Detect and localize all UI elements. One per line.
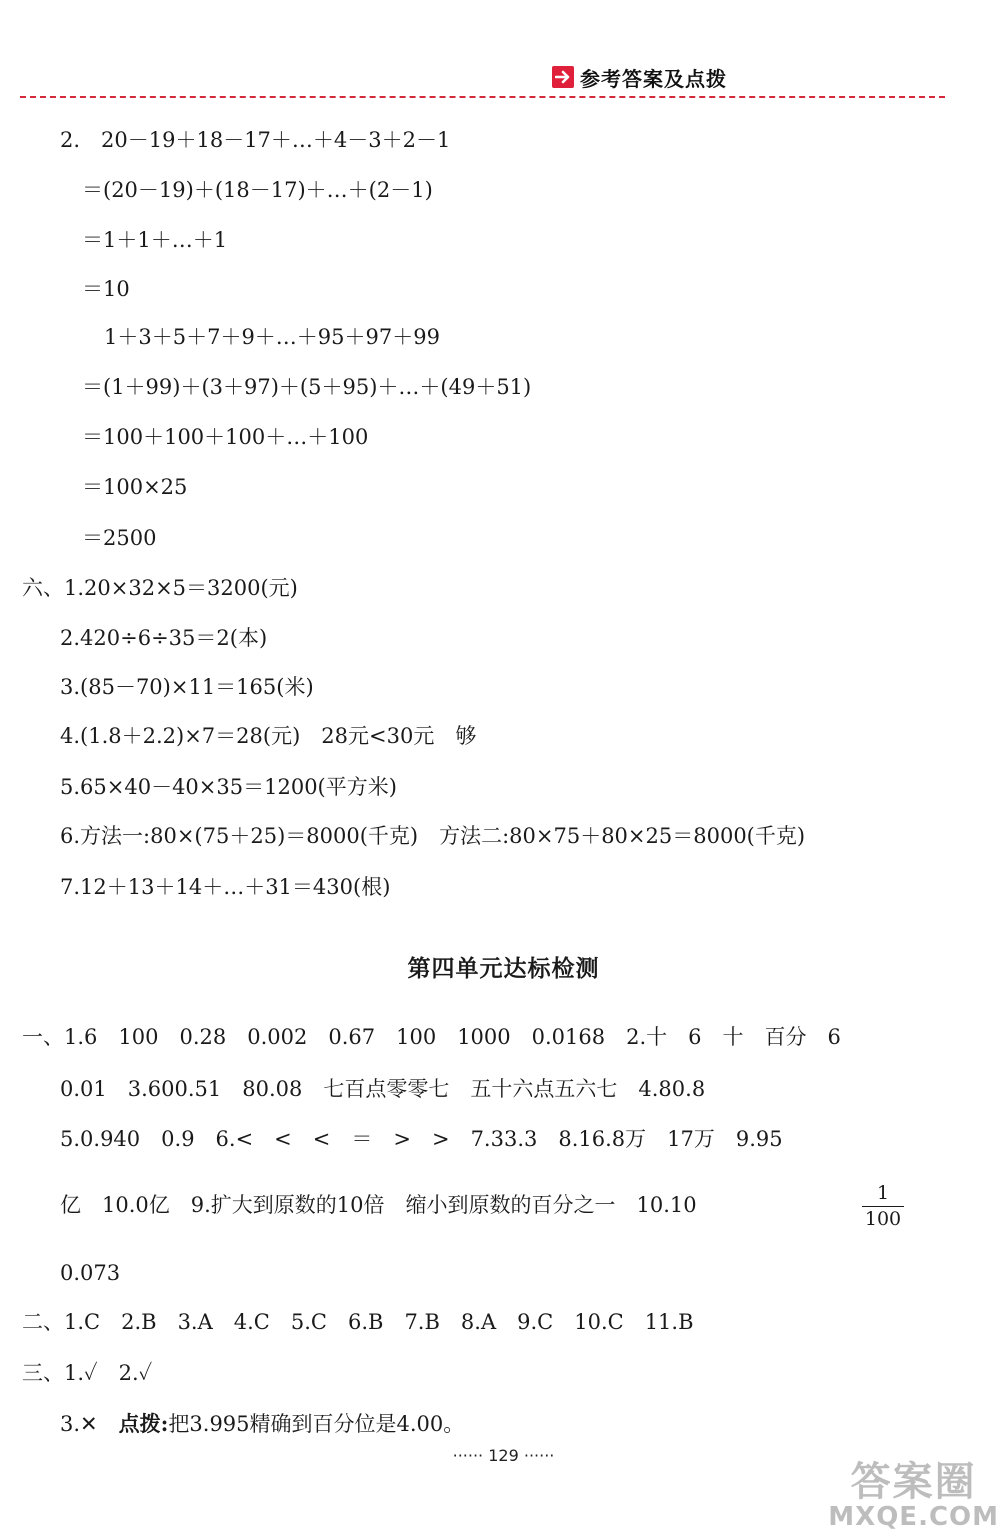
answer-line: 六、1.20×32×5＝3200(元) (22, 576, 298, 600)
answer-line: 1＋3＋5＋7＋9＋…＋95＋97＋99 (104, 325, 440, 349)
answer-line: 2. 20－19＋18－17＋…＋4－3＋2－1 (60, 128, 451, 152)
watermark-en: MXQE.COM (828, 1502, 999, 1533)
answer-line: ＝10 (82, 277, 130, 301)
answer-line: 0.073 (60, 1261, 121, 1285)
fraction-numerator: 1 (876, 1182, 890, 1204)
answer-line: 二、1.C 2.B 3.A 4.C 5.C 6.B 7.B 8.A 9.C 10.C 11.B (22, 1310, 694, 1334)
answer-line: 5.65×40－40×35＝1200(平方米) (60, 775, 397, 799)
fraction-denominator: 100 (864, 1208, 902, 1230)
answer-line: 三、1.✓ 2.✓ (22, 1361, 153, 1385)
page-number: ······ 129 ······ (452, 1446, 555, 1465)
hint-label: 点拨: (118, 1411, 169, 1436)
answer-line: ＝100×25 (82, 475, 188, 499)
answer-line: ＝1＋1＋…＋1 (82, 228, 228, 252)
right-arrow-icon (552, 66, 574, 88)
answer-line-hint (60, 1413, 464, 1435)
answer-line: 6.方法一:80×(75＋25)＝8000(千克) 方法二:80×75＋80×25＝8000(千克) (60, 824, 806, 848)
site-watermark (828, 1461, 999, 1532)
answer-line: 一、1.6 100 0.28 0.002 0.67 100 1000 0.0168 2.十 6 十 百分 6 (22, 1025, 841, 1049)
answer-line: 2.420÷6÷35＝2(本) (60, 626, 268, 650)
header-divider (20, 96, 945, 98)
page-header (552, 62, 727, 92)
answer-line: 3.(85－70)×11＝165(米) (60, 675, 314, 699)
fraction (862, 1184, 904, 1229)
section-title: 第四单元达标检测 (407, 955, 600, 982)
answer-line: ＝2500 (82, 526, 157, 550)
answer-line: ＝(1＋99)＋(3＋97)＋(5＋95)＋…＋(49＋51) (82, 375, 532, 399)
answer-prefix: 3.✕ (60, 1412, 119, 1436)
answer-line: ＝(20－19)＋(18－17)＋…＋(2－1) (82, 178, 433, 202)
answer-line: ＝100＋100＋100＋…＋100 (82, 425, 369, 449)
answer-line: 亿 10.0亿 9.扩大到原数的10倍 缩小到原数的百分之一 10.10 (60, 1193, 697, 1217)
hint-text: 把3.995精确到百分位是4.00。 (168, 1412, 465, 1436)
answer-line: 4.(1.8＋2.2)×7＝28(元) 28元<30元 够 (60, 724, 477, 748)
watermark-cn: 答案圈 (850, 1459, 977, 1506)
header-title: 参考答案及点拨 (580, 66, 727, 91)
answer-line: 5.0.940 0.9 6.< < < ＝ > > 7.33.3 8.16.8万 17万 9.95 (60, 1127, 783, 1151)
answer-line: 0.01 3.600.51 80.08 七百点零零七 五十六点五六七 4.80.8 (60, 1077, 706, 1101)
answer-line: 7.12＋13＋14＋…＋31＝430(根) (60, 875, 391, 899)
